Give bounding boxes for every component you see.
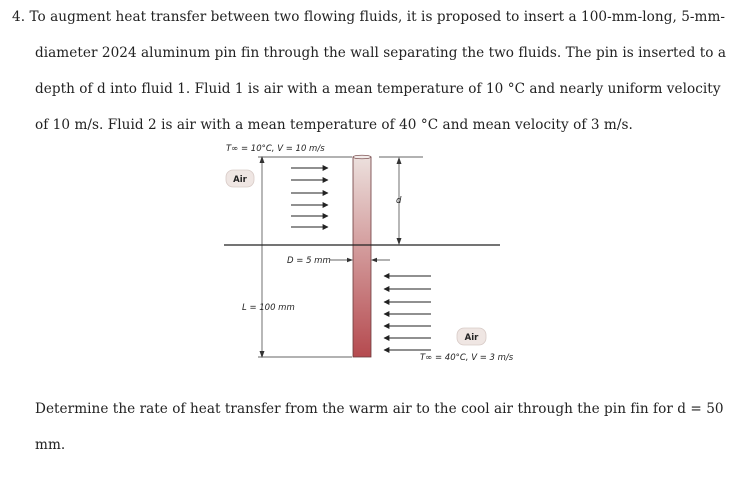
bottom-air-badge bbox=[457, 328, 486, 345]
bottom-air-label: Air bbox=[464, 333, 479, 343]
diameter-arrow-left bbox=[347, 258, 353, 262]
top-conditions-label: T∞ = 10°C, V = 10 m/s bbox=[226, 144, 325, 154]
problem-statement-line-3: depth of d into fluid 1. Fluid 1 is air with a mean temperature of 10 °C and nearly uniform velocity bbox=[35, 81, 721, 97]
pin-fin-top-cap bbox=[353, 155, 371, 159]
pin-fin bbox=[353, 157, 371, 357]
problem-statement-line-4: of 10 m/s. Fluid 2 is air with a mean temperature of 40 °C and mean velocity of 3 m/s. bbox=[35, 117, 633, 133]
top-air-label: Air bbox=[233, 175, 247, 185]
problem-statement-line-2: diameter 2024 aluminum pin fin through the wall separating the two fluids. The pin is inserted to a bbox=[35, 45, 726, 61]
bottom-flow-arrows bbox=[384, 276, 431, 350]
diameter-label: D = 5 mm bbox=[287, 256, 331, 266]
depth-arrow-bottom bbox=[397, 238, 402, 245]
top-air-badge bbox=[226, 170, 254, 187]
problem-statement-line-1: 4. To augment heat transfer between two flowing fluids, it is proposed to insert a 100-mm-long, 5-mm- bbox=[12, 9, 726, 25]
length-label: L = 100 mm bbox=[242, 303, 295, 313]
diameter-arrow-right bbox=[371, 258, 377, 262]
question-line-2: mm. bbox=[35, 437, 66, 453]
bottom-conditions-label: T∞ = 40°C, V = 3 m/s bbox=[420, 353, 514, 363]
depth-arrow-top bbox=[397, 157, 402, 164]
top-flow-arrows bbox=[291, 168, 328, 227]
depth-label: d bbox=[396, 196, 402, 206]
question-line-1: Determine the rate of heat transfer from the warm air to the cool air through the pin fin for d = 50 bbox=[35, 401, 724, 417]
